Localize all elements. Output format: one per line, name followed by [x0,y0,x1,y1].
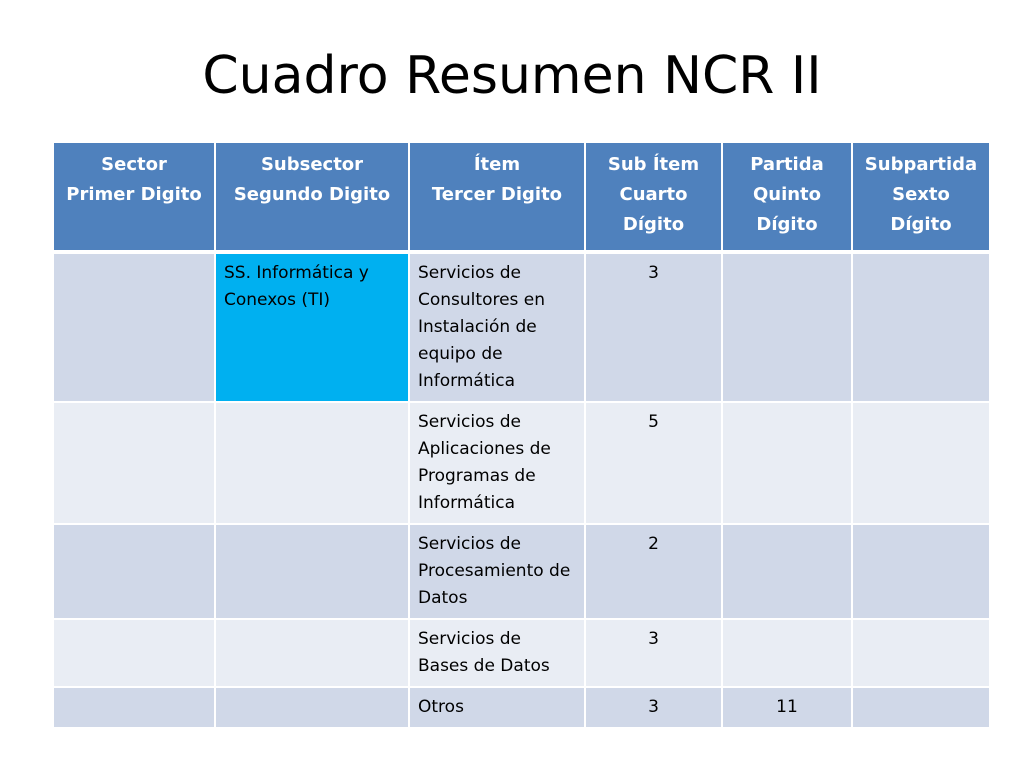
cell-subpartida [852,252,990,402]
cell-subsector [215,524,409,619]
cell-item: Servicios de Procesamiento de Datos [409,524,585,619]
cell-item: Otros [409,687,585,728]
cell-subpartida [852,687,990,728]
table-row [53,687,990,728]
cell-sub-item: 3 [585,252,722,402]
cell-sector [53,252,215,402]
cell-item: Servicios de Consultores en Instalación de equipo de Informática [409,252,585,402]
table-row [53,402,990,524]
header-subpartida: Subpartida Sexto Dígito [852,142,990,252]
header-partida: Partida Quinto Dígito [722,142,852,252]
cell-item: Servicios de Bases de Datos [409,619,585,687]
cell-sector [53,402,215,524]
cell-partida [722,402,852,524]
cell-subsector [215,402,409,524]
cell-sub-item: 5 [585,402,722,524]
header-sector: Sector Primer Digito [53,142,215,252]
cell-partida: 11 [722,687,852,728]
cell-subpartida [852,402,990,524]
header-row [53,142,990,252]
table-row [53,252,990,402]
cell-item: Servicios de Aplicaciones de Programas de Informática [409,402,585,524]
table-row [53,619,990,687]
cell-subsector [215,687,409,728]
cell-sub-item: 2 [585,524,722,619]
cell-subsector-highlighted: SS. Informática y Conexos (TI) [215,252,409,402]
slide-title: Cuadro Resumen NCR II [202,46,822,106]
cell-subpartida [852,619,990,687]
cell-sub-item: 3 [585,619,722,687]
cell-sub-item: 3 [585,687,722,728]
header-subsector: Subsector Segundo Digito [215,142,409,252]
summary-table [52,141,991,729]
cell-sector [53,524,215,619]
cell-subsector [215,619,409,687]
cell-partida [722,619,852,687]
cell-partida [722,524,852,619]
cell-subpartida [852,524,990,619]
cell-partida [722,252,852,402]
cell-sector [53,687,215,728]
table-row [53,524,990,619]
header-sub-item: Sub Ítem Cuarto Dígito [585,142,722,252]
cell-sector [53,619,215,687]
header-item: Ítem Tercer Digito [409,142,585,252]
